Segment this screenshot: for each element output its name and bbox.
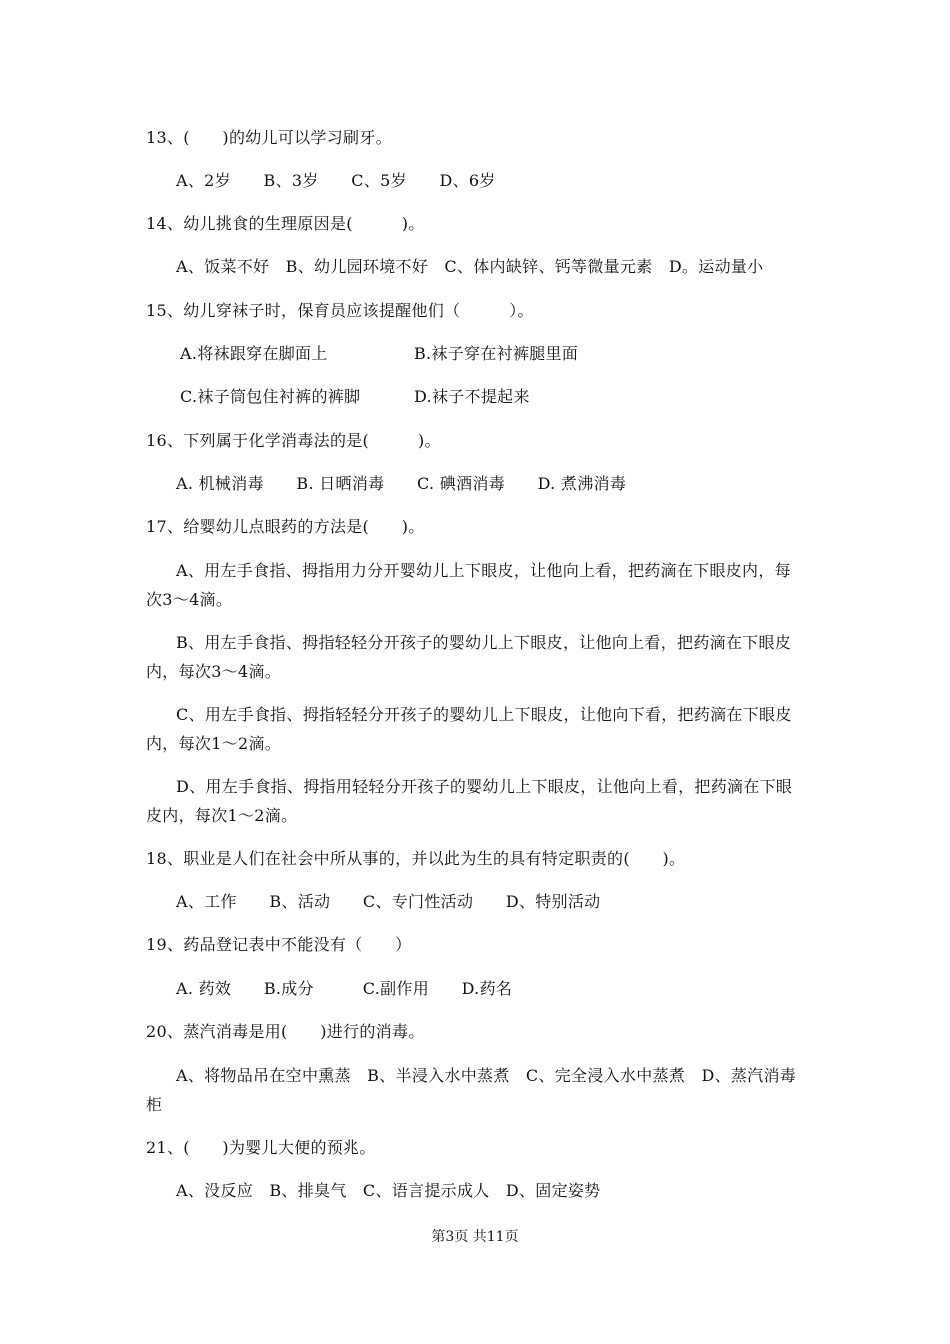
question-16-options: A. 机械消毒 B. 日晒消毒 C. 碘酒消毒 D. 煮沸消毒 xyxy=(176,474,627,493)
question-15-option-a: A.将袜跟穿在脚面上 xyxy=(180,344,328,363)
question-21-stem: 21、( )为婴儿大便的预兆。 xyxy=(146,1138,376,1157)
question-17-option-c-line-1: C、用左手食指、拇指轻轻分开孩子的婴幼儿上下眼皮，让他向下看，把药滴在下眼皮 xyxy=(176,705,792,724)
question-15-option-b: B.袜子穿在衬裤腿里面 xyxy=(414,344,579,363)
question-17-option-d-line-1: D、用左手食指、拇指用轻轻分开孩子的婴幼儿上下眼皮，让他向上看，把药滴在下眼 xyxy=(176,777,793,796)
question-14-options: A、饭菜不好 B、幼儿园环境不好 C、体内缺锌、钙等微量元素 D。运动量小 xyxy=(176,257,764,276)
question-19-stem: 19、药品登记表中不能没有（ ） xyxy=(146,935,412,954)
question-17-option-a-line-2: 次3～4滴。 xyxy=(146,590,233,609)
question-17-option-b-line-2: 内，每次3～4滴。 xyxy=(146,662,282,681)
question-18-stem: 18、职业是人们在社会中所从事的，并以此为生的具有特定职责的( )。 xyxy=(146,849,686,868)
question-21-options: A、没反应 B、排臭气 C、语言提示成人 D、固定姿势 xyxy=(176,1181,601,1200)
question-15-stem: 15、幼儿穿袜子时，保育员应该提醒他们（ ）。 xyxy=(146,301,534,320)
question-18-options: A、工作 B、活动 C、专门性活动 D、特别活动 xyxy=(176,892,601,911)
question-13-options: A、2岁 B、3岁 C、5岁 D、6岁 xyxy=(176,171,496,190)
question-20-options-line-2: 柜 xyxy=(146,1095,163,1114)
question-16-stem: 16、下列属于化学消毒法的是( )。 xyxy=(146,431,441,450)
question-17-stem: 17、给婴幼儿点眼药的方法是( )。 xyxy=(146,517,425,536)
question-15-option-c: C.袜子筒包住衬裤的裤脚 xyxy=(180,387,361,406)
question-20-stem: 20、蒸汽消毒是用( )进行的消毒。 xyxy=(146,1022,425,1041)
question-17-option-b-line-1: B、用左手食指、拇指轻轻分开孩子的婴幼儿上下眼皮，让他向上看，把药滴在下眼皮 xyxy=(176,633,792,652)
question-19-options: A. 药效 B.成分 C.副作用 D.药名 xyxy=(176,979,513,998)
question-13-stem: 13、( )的幼儿可以学习刷牙。 xyxy=(146,128,392,147)
question-17-option-c-line-2: 内，每次1～2滴。 xyxy=(146,734,282,753)
question-15-option-d: D.袜子不提起来 xyxy=(414,387,530,406)
question-20-options-line-1: A、将物品吊在空中熏蒸 B、半浸入水中蒸煮 C、完全浸入水中蒸煮 D、蒸汽消毒 xyxy=(176,1066,797,1085)
question-14-stem: 14、幼儿挑食的生理原因是( )。 xyxy=(146,214,425,233)
question-17-option-d-line-2: 皮内，每次1～2滴。 xyxy=(146,806,298,825)
question-17-option-a-line-1: A、用左手食指、拇指用力分开婴幼儿上下眼皮，让他向上看，把药滴在下眼皮内，每 xyxy=(176,561,791,580)
page-number-footer: 第3页 共11页 xyxy=(431,1229,519,1245)
